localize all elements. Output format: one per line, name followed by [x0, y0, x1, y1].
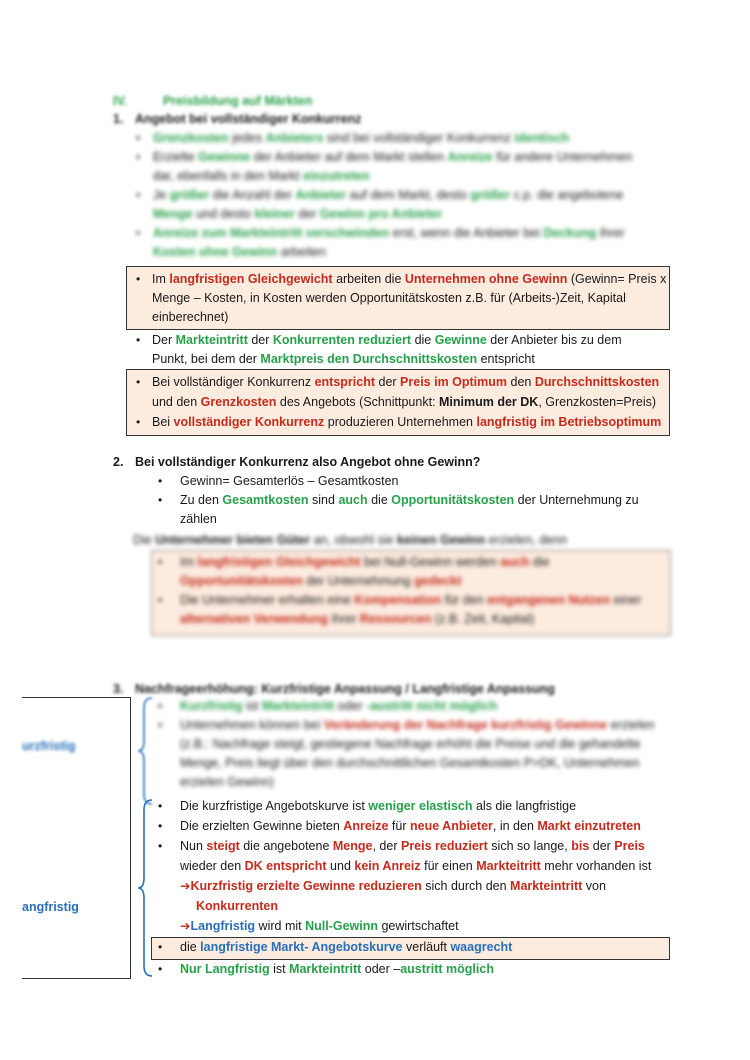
text-run: verläuft: [402, 940, 451, 954]
text-run: weniger elastisch: [368, 799, 473, 813]
text-run: Die: [133, 533, 156, 547]
text-run: von: [582, 879, 606, 893]
text-line: [180, 697, 497, 716]
text-line: [180, 917, 459, 936]
text-run: einberechnet): [152, 310, 229, 324]
text-run: entspricht: [314, 375, 376, 389]
text-line: [152, 350, 535, 369]
text-run: langfristig im Betriebsoptimum: [476, 415, 662, 429]
text-run: der: [589, 839, 615, 853]
text-run: auch: [500, 555, 530, 569]
text-line: [153, 148, 632, 167]
text-run: Menge, Preis liegt über den durchschnittlichen Gesamtkosten P>DK, Unternehmen: [180, 756, 640, 770]
text-run: die angebotene: [239, 839, 333, 853]
text-run: Menge: [332, 839, 373, 853]
text-line: [153, 224, 625, 243]
text-run: auf dem Markt, desto: [346, 188, 471, 202]
text-run: Die Unternehmer erhalten eine: [180, 593, 355, 607]
text-line: [152, 373, 659, 392]
text-run: Anbieters: [265, 131, 324, 145]
text-run: Punkt, bei dem der: [152, 352, 261, 366]
text-run: mehr vorhanden ist: [540, 859, 652, 873]
text-run: Bei: [152, 415, 174, 429]
section-1-heading: [113, 110, 361, 129]
text-run: Markteintritt: [261, 699, 335, 713]
text-run: der Unternehmung zu: [514, 493, 639, 507]
text-run: Deckung: [543, 226, 597, 240]
text-run: den: [507, 375, 535, 389]
text-run: Kurzfristig erzielte Gewinne reduzieren: [190, 879, 422, 893]
text-run: Langfristig: [190, 919, 256, 933]
section-2-number: 2.: [113, 455, 124, 469]
text-run: Der: [152, 333, 176, 347]
text-run: für: [388, 819, 410, 833]
text-line: [180, 591, 641, 610]
text-line: [180, 572, 461, 591]
text-line: [180, 735, 641, 754]
text-run: , Grenzkosten=Preis): [538, 395, 657, 409]
text-run: als die langfristige: [472, 799, 577, 813]
text-run: ihrer: [327, 612, 360, 626]
text-run: oder: [334, 699, 367, 713]
text-run: Im: [180, 555, 198, 569]
text-run: der Unternehmung: [302, 574, 415, 588]
text-line: [133, 531, 567, 550]
text-run: größer: [470, 188, 511, 202]
section-1-number: 1.: [113, 112, 124, 126]
bullet-dot: •: [136, 188, 141, 202]
text-run: langfristige Markt- Angebotskurve: [200, 940, 403, 954]
text-run: Marktpreis den Durchschnittskosten: [260, 352, 478, 366]
text-line: [180, 773, 274, 792]
text-run: Je: [153, 188, 170, 202]
text-run: und desto: [192, 207, 255, 221]
text-run: Unternehmen ohne Gewinn: [404, 272, 568, 286]
text-line: [152, 393, 656, 412]
text-run: Opportunitätskosten: [180, 574, 303, 588]
text-line: [153, 167, 370, 186]
bullet-dot: •: [136, 415, 141, 429]
text-run: die: [529, 555, 550, 569]
text-run: Die kurzfristige Angebotskurve ist: [180, 799, 369, 813]
text-run: der Anbieter bis zu dem: [486, 333, 622, 347]
text-run: Gewinne: [198, 150, 251, 164]
text-run: einzutreten: [303, 169, 370, 183]
text-run: dar, ebenfalls in den Markt: [153, 169, 304, 183]
text-line: [180, 938, 512, 957]
text-line: [180, 817, 641, 836]
text-run: Nun: [180, 839, 207, 853]
section-2-title: Bei vollständiger Konkurrenz also Angebot ohne Gewinn?: [135, 455, 481, 469]
bullet-dot: •: [158, 699, 163, 713]
text-run: der Anbieter auf dem Markt stellen: [250, 150, 448, 164]
text-run: sich durch den: [421, 879, 511, 893]
text-run: DK entspricht: [244, 859, 327, 873]
text-run: die: [180, 940, 201, 954]
text-run: erzielen: [607, 718, 655, 732]
text-run: Anreize: [343, 819, 389, 833]
text-line: [152, 270, 666, 289]
text-run: Opportunitätskosten: [391, 493, 515, 507]
text-line: [153, 129, 569, 148]
text-run: Markteintritt verschwinden: [230, 226, 390, 240]
text-run: an, obwohl sie: [310, 533, 397, 547]
text-line: [180, 797, 576, 816]
text-run: gewirtschaftet: [378, 919, 459, 933]
text-run: ist: [269, 962, 290, 976]
text-run: Unternehmen können bei: [180, 718, 324, 732]
text-run: ist: [242, 699, 262, 713]
text-run: Unternehmer bieten Güter: [155, 533, 311, 547]
bullet-dot: •: [158, 555, 163, 569]
bullet-dot: •: [158, 799, 163, 813]
text-run: die Anzahl der: [209, 188, 296, 202]
text-line: [180, 754, 640, 773]
text-run: bis: [571, 839, 590, 853]
text-line: [196, 897, 278, 916]
short-run-brace: [136, 696, 156, 806]
section-iv-number: IV.: [113, 94, 128, 108]
text-run: , der: [372, 839, 401, 853]
text-run: langfristigen Gleichgewicht: [197, 555, 361, 569]
text-run: der: [294, 207, 320, 221]
text-run: Gewinn= Gesamterlös – Gesamtkosten: [180, 474, 399, 488]
text-run: steigt: [206, 839, 240, 853]
bullet-dot: •: [136, 333, 141, 347]
text-run: Kurzfristig: [180, 699, 243, 713]
text-run: gedeckt: [414, 574, 462, 588]
text-run: alternativen Verwendung: [180, 612, 328, 626]
text-run: -austritt nicht möglich: [366, 699, 498, 713]
section-2-heading: [113, 453, 480, 472]
bullet-dot: •: [158, 819, 163, 833]
bullet-dot: •: [158, 940, 163, 954]
text-line: [180, 837, 645, 856]
text-run: Konkurrenten reduziert: [272, 333, 412, 347]
text-run: Markteitritt: [476, 859, 541, 873]
bullet-dot: •: [158, 718, 163, 732]
text-run: der: [247, 333, 273, 347]
text-run: entgangenen Nutzen: [487, 593, 611, 607]
bullet-dot: •: [158, 839, 163, 853]
text-line: [180, 510, 217, 529]
bullet-dot: •: [158, 474, 163, 488]
bullet-dot: •: [136, 272, 141, 286]
text-run: Minimum der DK: [439, 395, 539, 409]
text-run: ➔: [180, 879, 191, 893]
text-run: vollständiger Konkurrenz: [173, 415, 325, 429]
short-run-frame: [22, 697, 131, 698]
text-run: erst, wenn die Anbieter bei: [389, 226, 544, 240]
section-3-title: Nachfrageerhöhung: Kurzfristige Anpassung / Langfristige Anpassung: [135, 682, 555, 696]
text-run: kleiner: [254, 207, 295, 221]
text-run: Anreize zum: [153, 226, 231, 240]
text-run: bei Null-Gewinn werden: [360, 555, 501, 569]
text-run: austritt möglich: [400, 962, 494, 976]
text-run: erzielen Gewinn): [180, 775, 274, 789]
text-line: [153, 205, 442, 224]
text-run: wird mit: [255, 919, 306, 933]
text-run: die: [411, 333, 435, 347]
text-run: für den: [441, 593, 488, 607]
text-line: [152, 289, 626, 308]
text-run: Grenzkosten: [153, 131, 229, 145]
long-run-label: angfristig: [22, 900, 79, 914]
text-run: Menge: [153, 207, 193, 221]
bullet-dot: •: [158, 962, 163, 976]
text-run: Markt einzutreten: [537, 819, 641, 833]
text-run: c.p. die angebotene: [510, 188, 624, 202]
text-line: [152, 413, 661, 432]
text-run: die: [367, 493, 392, 507]
text-run: Veränderung der Nachfrage kurzfristig Gewinne: [323, 718, 608, 732]
text-line: [180, 877, 606, 896]
text-run: Anbieter: [295, 188, 347, 202]
text-run: sind: [308, 493, 339, 507]
text-line: [180, 472, 399, 491]
text-run: auch: [338, 493, 368, 507]
text-run: des Angebots (Schnittpunkt:: [276, 395, 439, 409]
text-line: [153, 186, 623, 205]
bullet-dot: •: [136, 150, 141, 164]
text-run: ihrer: [596, 226, 625, 240]
text-run: Gewinne: [434, 333, 487, 347]
text-run: Menge – Kosten, in Kosten werden Opportunitätskosten z.B. für (Arbeits-)Zeit, Kapital: [152, 291, 626, 305]
text-run: Gesamtkosten: [222, 493, 309, 507]
short-run-frame-right: [130, 697, 131, 979]
text-run: Durchschnittskosten: [534, 375, 660, 389]
text-run: Markteintritt: [175, 333, 248, 347]
text-run: Konkurrenten: [196, 899, 278, 913]
text-line: [180, 553, 550, 572]
text-run: sich so lange,: [487, 839, 572, 853]
text-run: Preis: [614, 839, 645, 853]
bullet-dot: •: [136, 375, 141, 389]
text-run: (Gewinn= Preis x: [567, 272, 667, 286]
text-run: jedes: [228, 131, 266, 145]
long-run-frame-bottom: [22, 978, 131, 979]
text-run: neue Anbieter: [410, 819, 493, 833]
text-run: und den: [152, 395, 201, 409]
text-line: [180, 491, 639, 510]
text-run: , in den: [492, 819, 538, 833]
text-run: arbeiten die: [332, 272, 405, 286]
text-run: arbeiten: [277, 245, 326, 259]
text-run: Bei vollständiger Konkurrenz: [152, 375, 315, 389]
bullet-dot: •: [158, 493, 163, 507]
text-line: [153, 243, 326, 262]
section-3-number: 3.: [113, 682, 124, 696]
text-run: (z.B. Zeit, Kapital): [431, 612, 535, 626]
text-line: [152, 308, 228, 327]
text-run: Ressourcen: [359, 612, 432, 626]
text-run: Die erzielten Gewinne bieten: [180, 819, 344, 833]
text-run: identisch: [514, 131, 570, 145]
text-run: langfristigen Gleichgewicht: [169, 272, 333, 286]
bullet-dot: •: [136, 131, 141, 145]
bullet-dot: •: [158, 593, 163, 607]
text-run: Null-Gewinn: [305, 919, 378, 933]
text-run: produzieren Unternehmen: [324, 415, 477, 429]
text-run: oder –: [361, 962, 401, 976]
text-line: [180, 716, 655, 735]
text-run: Markteintritt: [510, 879, 583, 893]
text-run: einer: [610, 593, 642, 607]
text-run: Markteintritt: [289, 962, 362, 976]
text-run: Im: [152, 272, 170, 286]
text-run: Zu den: [180, 493, 223, 507]
text-run: Anreize: [447, 150, 493, 164]
text-line: [180, 857, 651, 876]
text-run: für einen: [420, 859, 477, 873]
text-line: [180, 960, 494, 979]
short-run-label: urzfristig: [22, 739, 76, 753]
section-1-title: Angebot bei vollständiger Konkurrenz: [135, 112, 362, 126]
text-line: [180, 610, 534, 629]
text-line: [152, 331, 622, 350]
text-run: keinen Gewinn: [396, 533, 486, 547]
text-run: Gewinn pro Anbieter: [319, 207, 443, 221]
text-run: sind bei vollständiger Konkurrenz: [323, 131, 515, 145]
text-run: zählen: [180, 512, 217, 526]
bullet-dot: •: [136, 226, 141, 240]
text-run: Grenzkosten: [200, 395, 277, 409]
text-run: kein Anreiz: [354, 859, 421, 873]
text-run: entspricht: [477, 352, 535, 366]
text-run: Erzielte: [153, 150, 199, 164]
text-run: erzielen, denn: [485, 533, 568, 547]
text-run: größer: [169, 188, 210, 202]
text-run: Nur Langfristig: [180, 962, 270, 976]
text-run: Preis reduziert: [400, 839, 488, 853]
section-iv-heading: [113, 92, 312, 111]
text-run: Preis im Optimum: [400, 375, 508, 389]
text-run: ➔: [180, 919, 191, 933]
text-run: der: [375, 375, 401, 389]
text-run: für andere Unternehmen: [492, 150, 633, 164]
text-run: und: [326, 859, 355, 873]
text-run: Kosten ohne Gewinn: [153, 245, 278, 259]
text-run: wieder den: [180, 859, 245, 873]
section-iv-title: Preisbildung auf Märkten: [163, 94, 313, 108]
text-run: (z.B.: Nachfrage steigt, gestiegene Nachfrage erhöht die Preise und die gehandelte: [180, 737, 641, 751]
text-run: Kompensation: [354, 593, 442, 607]
text-run: waagrecht: [450, 940, 513, 954]
